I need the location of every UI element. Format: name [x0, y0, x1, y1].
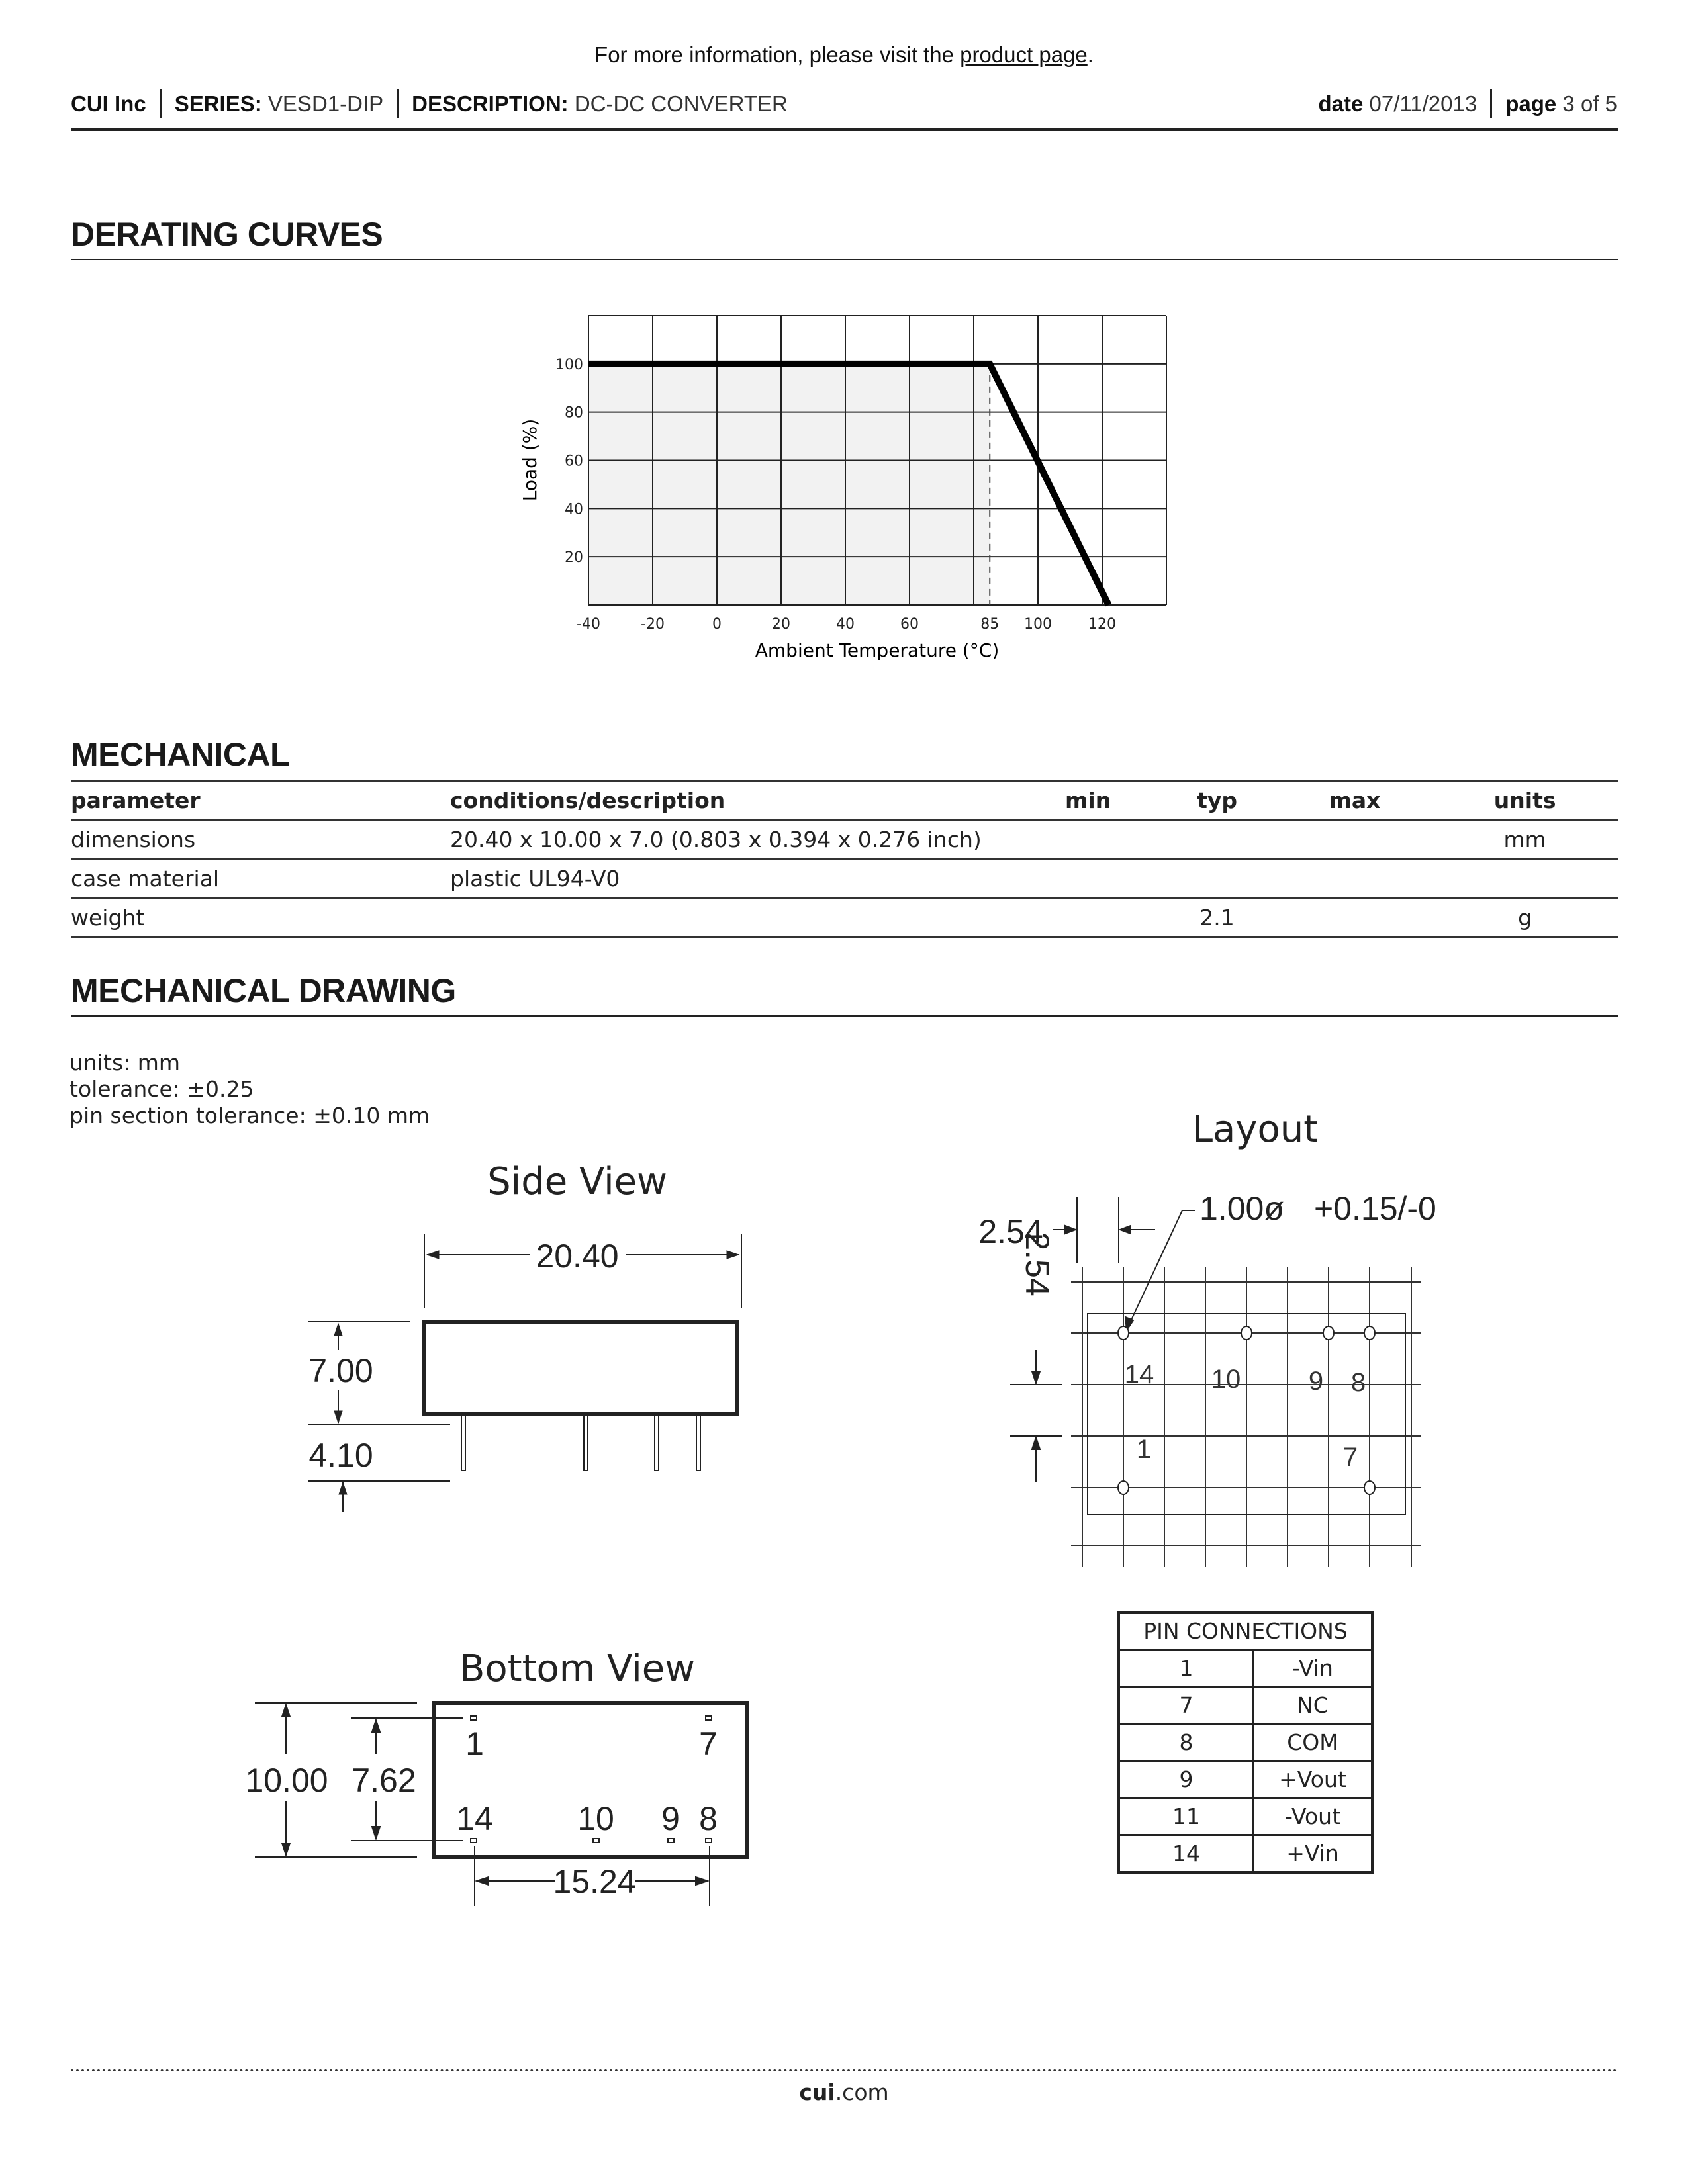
table-row	[71, 898, 1618, 937]
bottom-pin-label: 14	[456, 1800, 493, 1837]
note-pin-tolerance: pin section tolerance: ±0.10 mm	[70, 1103, 430, 1128]
series-value: VESD1-DIP	[267, 91, 384, 116]
section-rule	[71, 1015, 1618, 1017]
description-value: DC-DC CONVERTER	[574, 91, 788, 116]
pin-hole	[1364, 1481, 1375, 1494]
y-tick-label: 80	[565, 404, 583, 422]
pin-table-title: PIN CONNECTIONS	[1119, 1612, 1372, 1650]
section-title-drawing: MECHANICAL DRAWING	[71, 972, 456, 1009]
table-header-row	[71, 781, 1618, 820]
layout-pin-label: 10	[1211, 1365, 1241, 1394]
footer-domain: .com	[835, 2079, 889, 2105]
layout-pin-label: 1	[1136, 1435, 1152, 1464]
series-label: SERIES:	[174, 91, 262, 116]
layout-pin-label: 8	[1350, 1368, 1366, 1397]
cell	[1278, 820, 1432, 859]
bottom-pin-label: 1	[465, 1725, 484, 1762]
bottom-pin-label: 9	[661, 1800, 680, 1837]
layout-pitch-h: 2.54	[978, 1213, 1043, 1250]
bottom-view-drawing	[245, 1647, 747, 1906]
layout-pin-label: 9	[1308, 1367, 1324, 1396]
pin-number: 9	[1119, 1761, 1254, 1798]
hole-tolerance: +0.15/-0	[1314, 1190, 1436, 1227]
bottom-pin-label: 7	[699, 1725, 718, 1762]
pin-connections-table	[1117, 1611, 1374, 1874]
company-name: CUI Inc	[71, 91, 146, 116]
pin-hole	[1118, 1326, 1129, 1340]
y-axis-label: Load (%)	[519, 418, 541, 502]
side-height-dim: 7.00	[308, 1352, 373, 1389]
pin-function: +Vin	[1254, 1835, 1373, 1873]
cell	[1156, 820, 1277, 859]
bottom-pin-span-h: 15.24	[553, 1863, 636, 1900]
col-units: units	[1432, 781, 1618, 820]
bottom-pin-label: 8	[699, 1800, 718, 1837]
x-tick-label: -20	[641, 616, 665, 633]
x-axis-label: Ambient Temperature (°C)	[755, 639, 1000, 661]
table-row	[1119, 1835, 1372, 1873]
cell	[1278, 859, 1432, 898]
cell: 2.1	[1156, 898, 1277, 937]
pin-function: -Vout	[1254, 1798, 1373, 1835]
y-tick-label: 40	[565, 501, 583, 518]
footer-divider	[71, 2069, 1618, 2071]
cell: 20.40 x 10.00 x 7.0 (0.803 x 0.394 x 0.276 inch)	[450, 820, 1019, 859]
x-tick-label: 0	[712, 616, 722, 633]
section-title-derating: DERATING CURVES	[71, 216, 383, 253]
info-end: .	[1087, 42, 1094, 67]
section-title-mechanical: MECHANICAL	[71, 736, 291, 773]
side-body	[424, 1322, 737, 1414]
derating-chart	[555, 316, 1166, 633]
pin-number: 11	[1119, 1798, 1254, 1835]
table-row	[71, 820, 1618, 859]
y-tick-label: 20	[565, 549, 583, 567]
pin-number: 1	[1119, 1650, 1254, 1687]
cell	[1019, 898, 1156, 937]
table-row	[1119, 1761, 1372, 1798]
pin-function: COM	[1254, 1724, 1373, 1761]
bottom-pin-label: 10	[577, 1800, 614, 1837]
footer-website[interactable]	[0, 2079, 1688, 2105]
table-row	[1119, 1724, 1372, 1761]
page-value: 3 of 5	[1562, 91, 1617, 116]
cell	[1156, 859, 1277, 898]
footer-brand: cui	[799, 2079, 835, 2105]
page-label: page	[1505, 91, 1557, 116]
col-max: max	[1278, 781, 1432, 820]
table-row	[1119, 1687, 1372, 1724]
col-typ: typ	[1156, 781, 1277, 820]
pin-hole	[1118, 1481, 1129, 1494]
note-tolerance: tolerance: ±0.25	[70, 1076, 254, 1102]
x-tick-label: 20	[772, 616, 790, 633]
description-label: DESCRIPTION:	[412, 91, 569, 116]
pin-number: 8	[1119, 1724, 1254, 1761]
cell: plastic UL94-V0	[450, 859, 1019, 898]
cell	[1432, 859, 1618, 898]
col-parameter: parameter	[71, 781, 450, 820]
layout-grid	[1071, 1267, 1421, 1567]
cell	[1278, 898, 1432, 937]
x-tick-label: 40	[836, 616, 855, 633]
cell	[450, 898, 1019, 937]
x-tick-label: 85	[980, 616, 1000, 633]
pin-number: 7	[1119, 1687, 1254, 1724]
y-tick-label: 100	[555, 356, 583, 373]
date-value: 07/11/2013	[1369, 91, 1477, 116]
x-tick-label: 100	[1024, 616, 1052, 633]
drawing-notes	[70, 1050, 430, 1129]
pin-function: NC	[1254, 1687, 1373, 1724]
cell: g	[1432, 898, 1618, 937]
table-row	[1119, 1650, 1372, 1687]
pin-hole	[1364, 1326, 1375, 1340]
bottom-pin-span-v: 7.62	[352, 1762, 416, 1799]
layout-title: Layout	[1192, 1108, 1319, 1151]
pin-hole	[1323, 1326, 1334, 1340]
layout-drawing	[978, 1108, 1436, 1567]
table-row	[71, 859, 1618, 898]
layout-pin-label: 14	[1124, 1360, 1154, 1389]
x-tick-label: 120	[1088, 616, 1116, 633]
cell	[1019, 820, 1156, 859]
col-min: min	[1019, 781, 1156, 820]
layout-pin-label: 7	[1342, 1443, 1358, 1472]
hole-diameter: 1.00ø	[1199, 1190, 1284, 1227]
table-row	[1119, 1798, 1372, 1835]
bottom-height-dim: 10.00	[245, 1762, 328, 1799]
side-pin-length-dim: 4.10	[308, 1437, 373, 1474]
side-view-drawing	[308, 1160, 741, 1512]
cell: mm	[1432, 820, 1618, 859]
side-width-dim: 20.40	[536, 1238, 619, 1275]
pin-function: -Vin	[1254, 1650, 1373, 1687]
note-units: units: mm	[70, 1050, 181, 1075]
y-tick-label: 60	[565, 453, 583, 470]
load-area-fill	[588, 364, 990, 605]
x-tick-label: 60	[900, 616, 919, 633]
cell: dimensions	[71, 820, 450, 859]
cell	[1019, 859, 1156, 898]
pin-function: +Vout	[1254, 1761, 1373, 1798]
product-page-link[interactable]: product page	[960, 42, 1088, 67]
bottom-view-title: Bottom View	[459, 1647, 696, 1690]
pin-hole	[1241, 1326, 1252, 1340]
x-tick-label: -40	[577, 616, 600, 633]
mechanical-table	[71, 780, 1618, 938]
pin-number: 14	[1119, 1835, 1254, 1873]
cell: weight	[71, 898, 450, 937]
col-conditions: conditions/description	[450, 781, 1019, 820]
side-view-title: Side View	[487, 1160, 667, 1203]
info-text: For more information, please visit the	[594, 42, 961, 67]
date-label: date	[1318, 91, 1364, 116]
cell: case material	[71, 859, 450, 898]
layout-pitch-v: 2.54	[1019, 1232, 1056, 1297]
